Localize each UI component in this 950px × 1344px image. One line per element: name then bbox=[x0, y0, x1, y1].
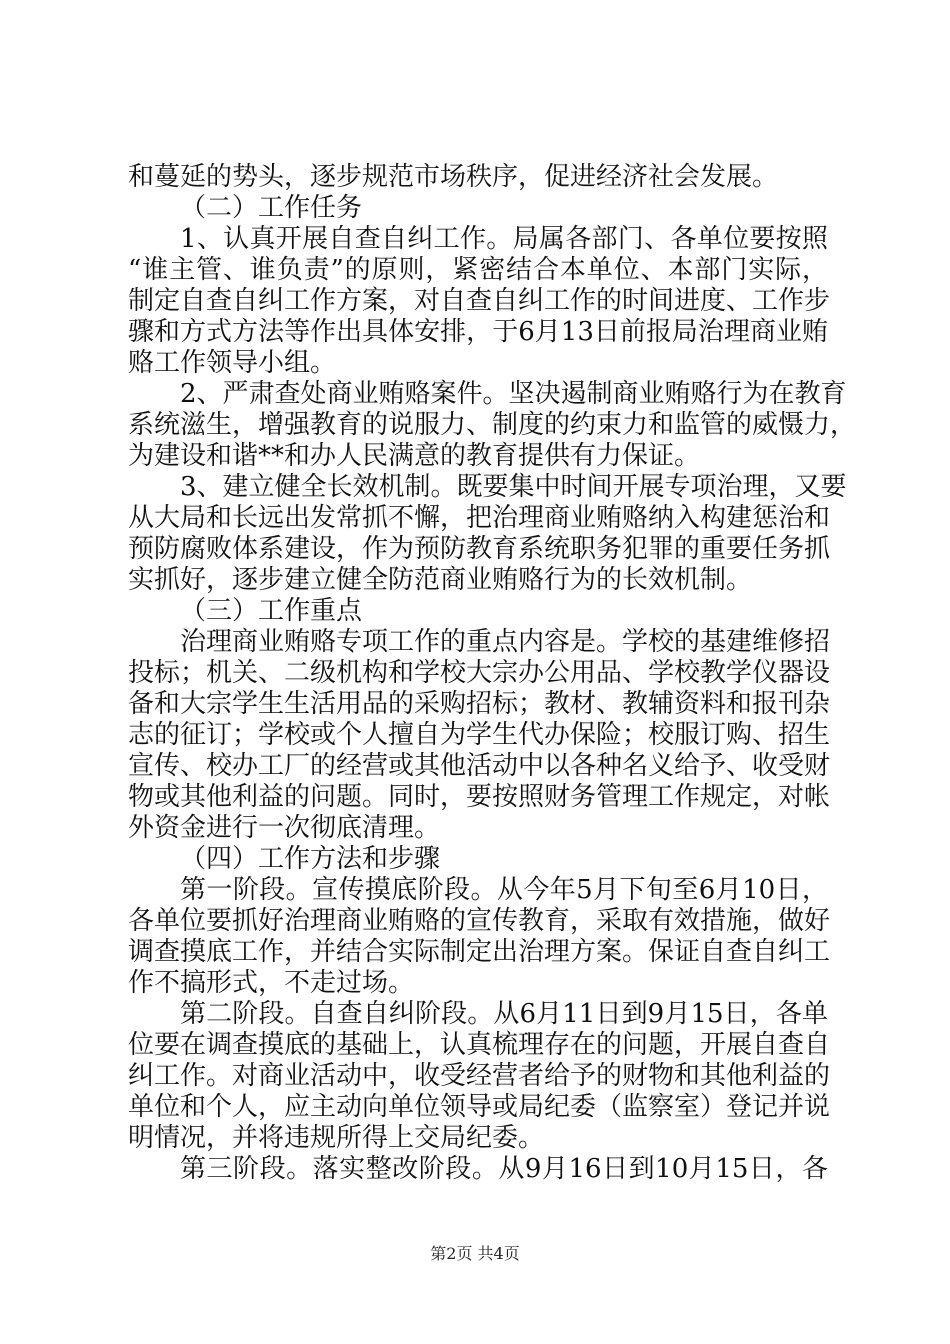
text-line: 赂工作领导小组。 bbox=[128, 348, 337, 378]
text-line: 系统滋生，增强教育的说服力、制度的约束力和监管的威慑力， bbox=[128, 410, 857, 440]
text-line: 制定自查自纠工作方案，对自查自纠工作的时间进度、工作步 bbox=[128, 286, 831, 316]
section-heading: （四）工作方法和步骤 bbox=[180, 844, 441, 874]
text-line: 第一阶段。宣传摸底阶段。从今年5月下旬至6月10日， bbox=[180, 875, 828, 905]
text-line: 治理商业贿赂专项工作的重点内容是。学校的基建维修招 bbox=[180, 627, 831, 657]
text-line: 预防腐败体系建设，作为预防教育系统职务犯罪的重要任务抓 bbox=[128, 534, 831, 564]
text-line: 调查摸底工作，并结合实际制定出治理方案。保证自查自纠工 bbox=[128, 937, 831, 967]
text-line: 为建设和谐**和办人民满意的教育提供有力保证。 bbox=[128, 441, 701, 471]
text-line: 和蔓延的势头，逐步规范市场秩序，促进经济社会发展。 bbox=[128, 162, 779, 192]
text-line: 投标；机关、二级机构和学校大宗办公用品、学校教学仪器设 bbox=[128, 658, 831, 688]
text-line: 3、建立健全长效机制。既要集中时间开展专项治理，又要 bbox=[180, 472, 847, 502]
text-line: 纠工作。对商业活动中，收受经营者给予的财物和其他利益的 bbox=[128, 1061, 831, 1091]
section-heading: （三）工作重点 bbox=[180, 596, 363, 626]
text-line: 各单位要抓好治理商业贿赂的宣传教育，采取有效措施，做好 bbox=[128, 906, 831, 936]
text-line: 备和大宗学生生活用品的采购招标；教材、教辅资料和报刊杂 bbox=[128, 689, 831, 719]
text-line: 1、认真开展自查自纠工作。局属各部门、各单位要按照 bbox=[180, 224, 828, 254]
text-line: 位要在调查摸底的基础上，认真梳理存在的问题，开展自查自 bbox=[128, 1030, 831, 1060]
text-line: 外资金进行一次彻底清理。 bbox=[128, 813, 441, 843]
text-line: 骤和方式方法等作出具体安排，于6月13日前报局治理商业贿 bbox=[128, 317, 828, 347]
text-line: 志的征订；学校或个人擅自为学生代办保险；校服订购、招生 bbox=[128, 720, 831, 750]
text-line: “谁主管、谁负责”的原则，紧密结合本单位、本部门实际， bbox=[128, 255, 828, 285]
section-heading: （二）工作任务 bbox=[180, 193, 363, 223]
text-line: 明情况，并将违规所得上交局纪委。 bbox=[128, 1123, 545, 1153]
text-line: 从大局和长远出发常抓不懈，把治理商业贿赂纳入构建惩治和 bbox=[128, 503, 831, 533]
text-line: 宣传、校办工厂的经营或其他活动中以各种名义给予、收受财 bbox=[128, 751, 831, 781]
page-footer: 第2页 共4页 bbox=[430, 1244, 520, 1263]
text-line: 单位和个人，应主动向单位领导或局纪委（监察室）登记并说 bbox=[128, 1092, 831, 1122]
text-line: 第二阶段。自查自纠阶段。从6月11日到9月15日，各单 bbox=[180, 999, 828, 1029]
text-line: 物或其他利益的问题。同时，要按照财务管理工作规定，对帐 bbox=[128, 782, 831, 812]
text-line: 实抓好，逐步建立健全防范商业贿赂行为的长效机制。 bbox=[128, 565, 753, 595]
text-line: 第三阶段。落实整改阶段。从9月16日到10月15日，各 bbox=[180, 1154, 828, 1184]
text-line: 作不搞形式，不走过场。 bbox=[128, 968, 415, 998]
text-line: 2、严肃查处商业贿赂案件。坚决遏制商业贿赂行为在教育 bbox=[180, 379, 847, 409]
